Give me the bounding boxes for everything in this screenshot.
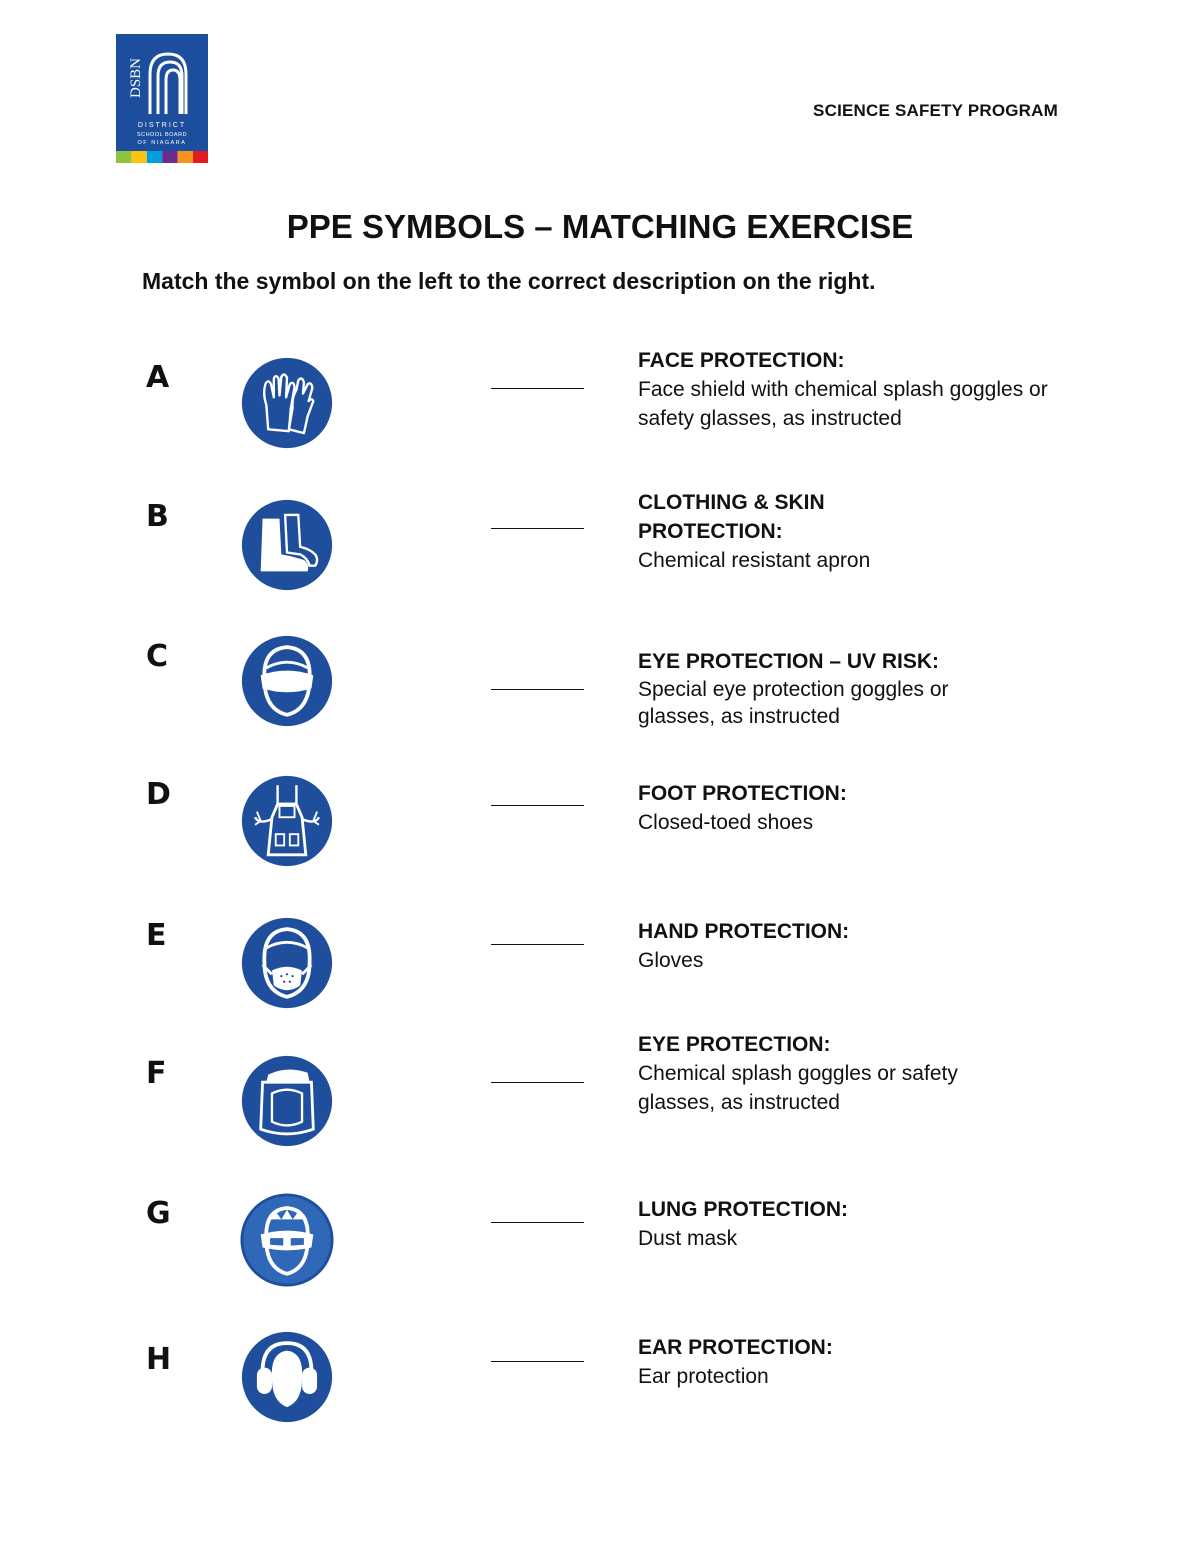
symbol-letter-d: D <box>146 777 171 812</box>
gloves-icon <box>240 356 334 450</box>
description-text: Ear protection <box>638 1365 769 1388</box>
description-clothing-skin-protection <box>638 488 898 575</box>
description-lung-protection <box>638 1195 1068 1253</box>
description-text: Gloves <box>638 949 704 972</box>
description-ear-protection <box>638 1333 1068 1391</box>
symbol-letter-g: G <box>146 1196 171 1231</box>
description-heading: FACE PROTECTION: <box>638 349 845 372</box>
logo-school-board-text: SCHOOL BOARD <box>136 132 188 138</box>
answer-blank-f[interactable] <box>491 1082 584 1083</box>
symbol-letter-e: E <box>146 918 167 953</box>
logo-district-text: DISTRICT <box>137 122 187 129</box>
goggles-face-icon <box>240 634 334 728</box>
face-shield-icon <box>240 1054 334 1148</box>
answer-blank-d[interactable] <box>491 805 584 806</box>
logo-niagara-text: OF NIAGARA <box>137 140 187 146</box>
description-text: Face shield with chemical splash goggles or safety glasses, as instructed <box>638 378 1048 430</box>
description-heading: EYE PROTECTION – UV RISK: <box>638 650 940 673</box>
symbol-letter-f: F <box>146 1056 167 1091</box>
answer-blank-e[interactable] <box>491 944 584 945</box>
description-heading: LUNG PROTECTION: <box>638 1198 848 1221</box>
instructions: Match the symbol on the left to the correct description on the right. <box>142 268 876 294</box>
answer-blank-g[interactable] <box>491 1222 584 1223</box>
description-eye-protection-uv <box>638 647 1068 730</box>
answer-blank-b[interactable] <box>491 528 584 529</box>
description-heading: FOOT PROTECTION: <box>638 782 847 805</box>
description-text: Chemical resistant apron <box>638 549 871 572</box>
answer-blank-c[interactable] <box>491 689 584 690</box>
page-title: PPE SYMBOLS – MATCHING EXERCISE <box>286 208 914 245</box>
description-text: Chemical splash goggles or safety glasses, as instructed <box>638 1062 958 1114</box>
description-heading: CLOTHING & SKIN PROTECTION: <box>638 491 825 543</box>
logo-dsbn-text: DSBN <box>128 57 144 98</box>
program-label: SCIENCE SAFETY PROGRAM <box>813 101 1058 120</box>
symbol-letter-c: C <box>146 639 169 674</box>
description-heading: EAR PROTECTION: <box>638 1336 833 1359</box>
description-heading: HAND PROTECTION: <box>638 920 850 943</box>
boots-icon <box>240 498 334 592</box>
symbol-letter-a: A <box>146 360 170 395</box>
apron-icon <box>240 774 334 868</box>
uv-goggles-icon <box>240 1193 334 1287</box>
dust-mask-icon <box>240 916 334 1010</box>
answer-blank-a[interactable] <box>491 388 584 389</box>
description-foot-protection <box>638 779 1068 837</box>
ear-muffs-icon <box>240 1330 334 1424</box>
description-hand-protection <box>638 917 1068 975</box>
description-eye-protection <box>638 1030 1068 1117</box>
description-text: Closed-toed shoes <box>638 811 814 834</box>
dsbn-logo <box>116 34 208 163</box>
symbol-letter-b: B <box>146 499 169 534</box>
description-text: Dust mask <box>638 1227 738 1250</box>
answer-blank-h[interactable] <box>491 1361 584 1362</box>
description-face-protection <box>638 346 1068 433</box>
description-text: Special eye protection goggles or glasses, as instructed <box>638 678 949 728</box>
description-heading: EYE PROTECTION: <box>638 1033 831 1056</box>
symbol-letter-h: H <box>146 1342 172 1377</box>
